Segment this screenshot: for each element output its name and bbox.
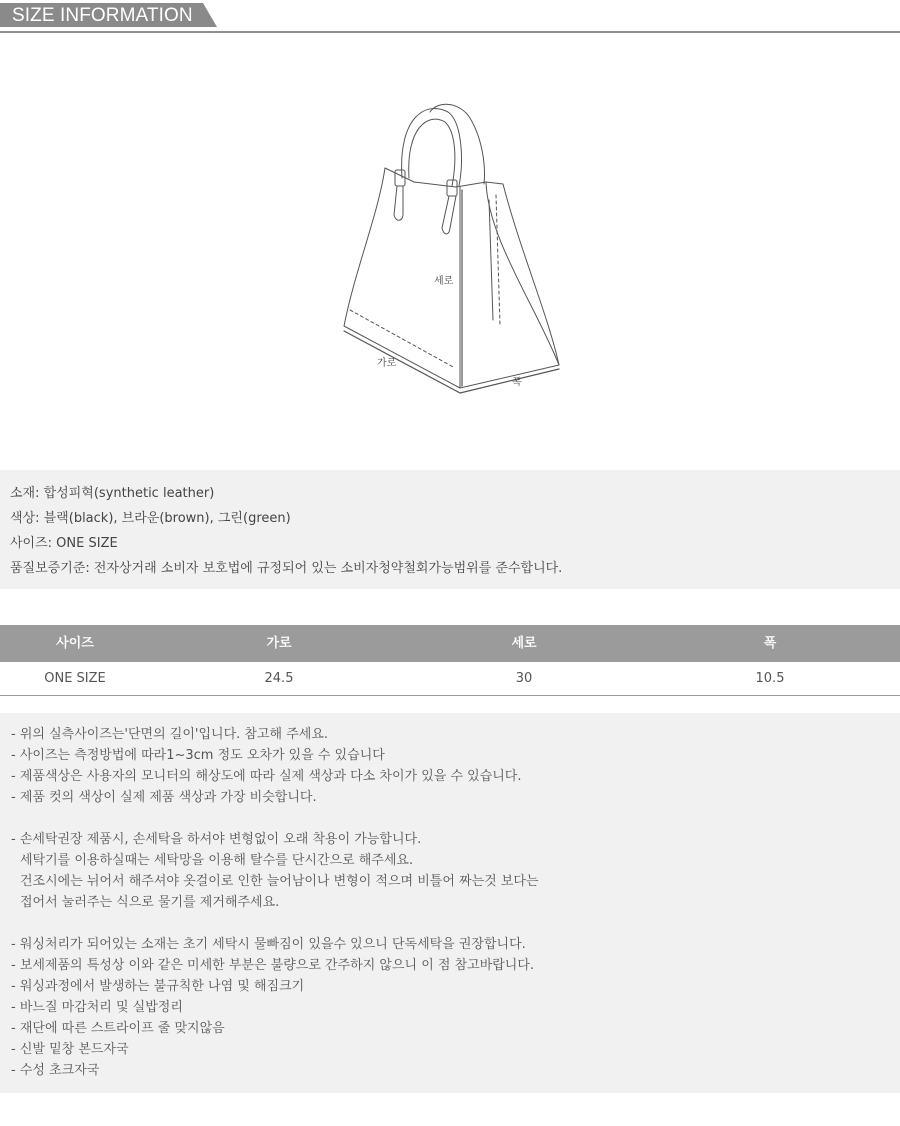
handle-back xyxy=(430,104,484,184)
depth-label: 폭 xyxy=(512,377,522,388)
bag-size-diagram xyxy=(0,34,900,470)
bag-side-face xyxy=(460,182,559,388)
note-line: - 워싱과정에서 발생하는 불규칙한 나염 및 해짐크기 xyxy=(11,979,305,994)
note-line: - 재단에 따른 스트라이프 줄 맞지않음 xyxy=(11,1021,225,1036)
column-header: 폭 xyxy=(763,636,777,651)
note-line: - 제품 컷의 색상이 실제 제품 색상과 가장 비슷합니다. xyxy=(11,790,317,805)
table-cell: 10.5 xyxy=(755,671,785,686)
material-line: 소재: 합성피혁(synthetic leather) xyxy=(10,486,215,501)
note-line: - 보세제품의 특성상 이와 같은 미세한 부분은 불량으로 간주하지 않으니 이 점 참고바랍니다. xyxy=(11,958,535,973)
note-line: - 위의 실측사이즈는'단면의 길이'입니다. 참고해 주세요. xyxy=(11,727,329,742)
note-line: - 워싱처리가 되어있는 소재는 초기 세탁시 물빠짐이 있을수 있으니 단독세탁을 권장합니다. xyxy=(11,937,526,952)
bag-rim xyxy=(385,168,503,187)
header-divider xyxy=(0,31,900,33)
note-line: 건조시에는 뉘어서 해주셔야 옷걸이로 인한 늘어남이나 변형이 적으며 비틀어 짜는것 보다는 xyxy=(20,874,539,889)
size-line: 사이즈: ONE SIZE xyxy=(10,536,118,551)
color-line: 색상: 블랙(black), 브라운(brown), 그린(green) xyxy=(10,511,291,526)
note-line: - 제품색상은 사용자의 모니터의 해상도에 따라 실제 색상과 다소 차이가 있을 수 있습니다. xyxy=(11,769,522,784)
strap-tab-right xyxy=(442,196,456,234)
warranty-line: 품질보증기준: 전자상거래 소비자 보호법에 규정되어 있는 소비자청약철회가능범위를 준수합니다. xyxy=(10,561,563,576)
width-label: 가로 xyxy=(377,358,397,369)
table-cell: 30 xyxy=(515,671,533,686)
note-line: - 바느질 마감처리 및 실밥정리 xyxy=(11,1000,183,1015)
table-cell: ONE SIZE xyxy=(44,671,106,686)
column-header: 세로 xyxy=(511,636,537,651)
column-header: 사이즈 xyxy=(56,636,94,651)
section-title: SIZE INFORMATION xyxy=(12,5,193,26)
table-cell: 24.5 xyxy=(264,671,294,686)
table-row xyxy=(0,662,900,696)
table-header-row xyxy=(0,625,900,662)
note-line: 접어서 눌러주는 식으로 물기를 제거해주세요. xyxy=(20,895,280,910)
note-line: 세탁기를 이용하실때는 세탁망을 이용해 탈수를 단시간으로 해주세요. xyxy=(20,853,414,868)
strap-tab-left xyxy=(394,186,403,220)
bag-illustration xyxy=(0,34,900,470)
note-line: - 손세탁권장 제품시, 손세탁을 하셔야 변형없이 오래 착용이 가능합니다. xyxy=(11,832,422,847)
bag-side-edge xyxy=(503,184,559,365)
note-line: - 사이즈는 측정방법에 따라1~3cm 정도 오차가 있을 수 있습니다 xyxy=(11,748,385,763)
height-label: 세로 xyxy=(434,276,454,287)
note-line: - 신발 밑창 본드자국 xyxy=(11,1042,129,1057)
handle-front-inner xyxy=(409,119,455,186)
product-info-panel xyxy=(0,470,900,589)
section-header xyxy=(0,0,900,34)
note-line: - 수성 초크자국 xyxy=(11,1063,100,1078)
strap-buckle-left xyxy=(395,170,405,186)
strap-buckle-right xyxy=(447,180,457,196)
care-notes-panel xyxy=(0,713,900,1093)
column-header: 가로 xyxy=(266,636,292,651)
